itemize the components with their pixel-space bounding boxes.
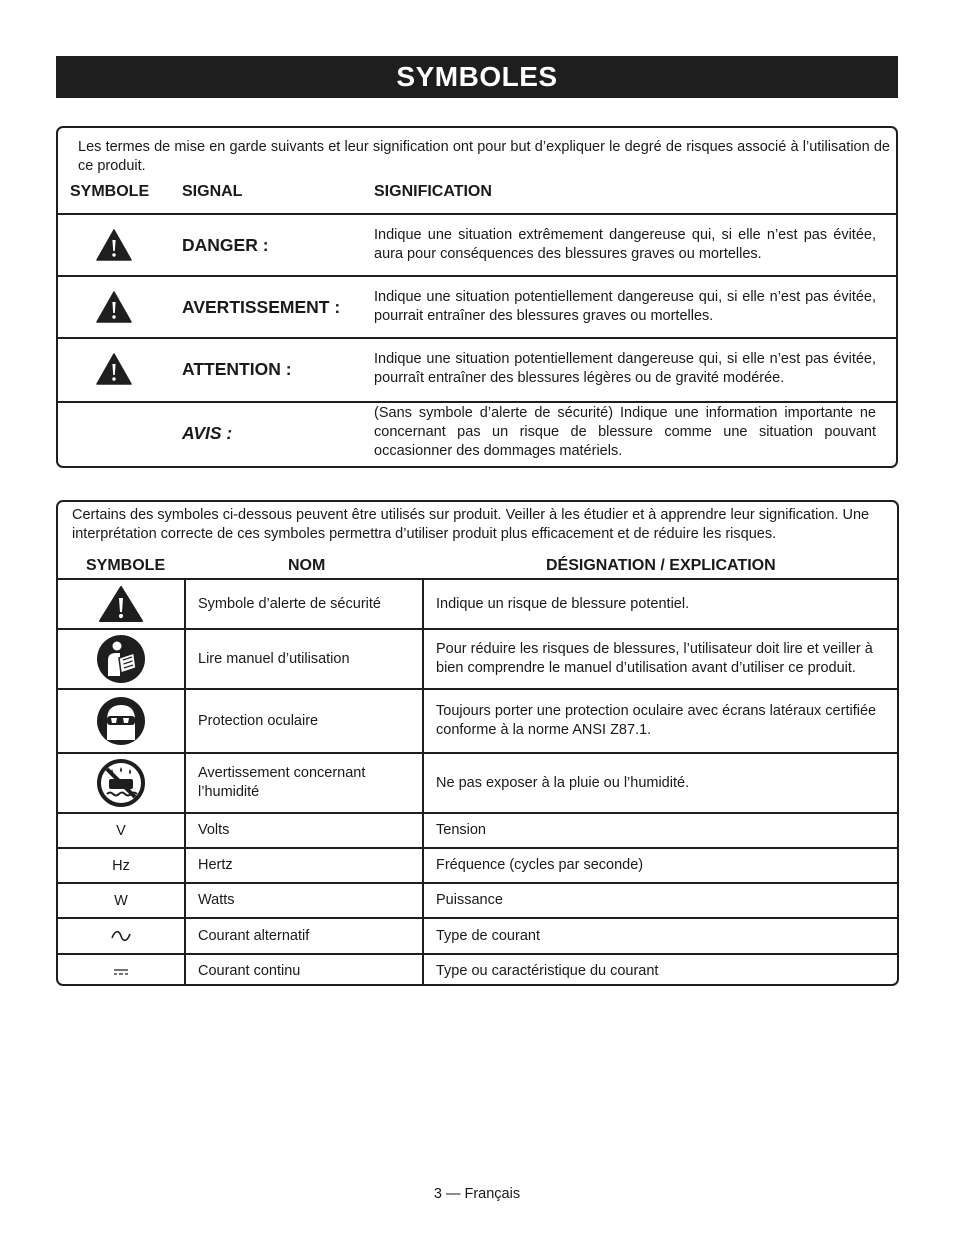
symbol-explanation: Indique un risque de blessure potentiel.	[436, 595, 690, 612]
page-title: SYMBOLES	[56, 56, 898, 98]
symbol-row	[58, 812, 897, 847]
signal-label: ATTENTION :	[182, 359, 292, 379]
symbol-row	[58, 688, 897, 752]
signal-desc: Indique une situation potentiellement dangereuse qui, si elle n’est pas évitée, pourraît entraîner des blessures légères ou de gravité modérée.	[374, 351, 876, 386]
signal-label: AVIS :	[182, 423, 233, 443]
symbol-name: Hertz	[198, 857, 233, 873]
read-manual-icon	[96, 634, 146, 684]
warning-triangle-icon	[96, 291, 132, 323]
symbol-name: Protection oculaire	[198, 712, 319, 729]
symbol-name: Watts	[198, 892, 235, 908]
symbol-name: Avertissement concernant l’humidité	[198, 765, 366, 800]
header-meaning: SIGNIFICATION	[374, 183, 492, 200]
symbol-explanation: Pour réduire les risques de blessures, l’utilisateur doit lire et veiller à bien comprendre le manuel d’utilisation avant d’utiliser ce produit.	[436, 641, 873, 676]
signal-label: DANGER :	[182, 235, 269, 255]
symbol-code: W	[114, 892, 128, 909]
symbol-name: Courant continu	[198, 963, 301, 979]
symbol-explanation: Puissance	[436, 892, 503, 908]
signal-row-notice	[58, 401, 896, 468]
symbol-explanation: Toujours porter une protection oculaire avec écrans latéraux certifiée conforme à la norme ANSI Z87.1.	[436, 703, 877, 738]
page-number: 3 — Français	[433, 1186, 521, 1202]
header-explanation: DÉSIGNATION / EXPLICATION	[546, 557, 776, 574]
symbol-row	[58, 578, 897, 628]
symbol-name: Volts	[198, 822, 230, 838]
alternating-current-icon	[110, 929, 132, 943]
symbol-row	[58, 917, 897, 953]
wet-conditions-icon	[97, 759, 145, 807]
symbol-row	[58, 847, 897, 882]
symbol-explanation: Type ou caractéristique du courant	[436, 963, 659, 979]
symbol-explanation: Tension	[436, 822, 486, 838]
warning-triangle-icon	[96, 353, 132, 385]
header-symbol: SYMBOLE	[86, 557, 166, 574]
symbol-name: Symbole d’alerte de sécurité	[198, 595, 381, 612]
signal-desc: Indique une situation extrêmement dangereuse qui, si elle n’est pas évitée, aura pour conséquences des blessures graves ou mortelles.	[374, 227, 876, 262]
symbol-code: V	[116, 822, 126, 839]
direct-current-icon	[113, 968, 129, 976]
signal-words-box	[56, 126, 898, 468]
signal-row-caution	[58, 337, 896, 401]
symbol-explanation: Fréquence (cycles par seconde)	[436, 857, 644, 873]
symbol-name: Lire manuel d’utilisation	[198, 650, 350, 667]
symbol-row	[58, 628, 897, 688]
signal-desc: Indique une situation potentiellement dangereuse qui, si elle n’est pas évitée, pourrait entraîner des blessures graves ou mortelles.	[374, 289, 876, 324]
header-symbol: SYMBOLE	[70, 183, 150, 200]
symbol-row	[58, 882, 897, 917]
header-name: NOM	[288, 557, 326, 574]
symbols-intro: Certains des symboles ci-dessous peuvent être utilisés sur produit. Veiller à les étudier et à apprendre leur signification. Une interprétation correcte de ces symboles permettra d’utiliser produit plus efficacement et de réduire les risques.	[72, 507, 870, 542]
symbol-row	[58, 752, 897, 812]
signal-desc: (Sans symbole d’alerte de sécurité) Indique une information importante ne concernant pas un risque de blessure comme une situation pouvant occasionner des dommages matériels.	[374, 405, 876, 459]
signal-row-danger	[58, 213, 896, 275]
signal-intro: Les termes de mise en garde suivants et leur signification ont pour but d’expliquer le degré de risques associé à l’utilisation de ce produit.	[78, 139, 890, 174]
signal-row-warning	[58, 275, 896, 337]
symbol-name: Courant alternatif	[198, 927, 310, 944]
symbol-explanation: Ne pas exposer à la pluie ou l’humidité.	[436, 774, 690, 791]
signal-label: AVERTISSEMENT :	[182, 297, 341, 317]
eye-protection-icon	[96, 696, 146, 746]
symbol-explanation: Type de courant	[436, 927, 540, 944]
symbol-row	[58, 953, 897, 986]
symbols-box	[56, 500, 899, 986]
safety-alert-icon	[98, 585, 144, 623]
warning-triangle-icon	[96, 229, 132, 261]
header-signal: SIGNAL	[182, 183, 243, 200]
symbol-code: Hz	[112, 857, 130, 874]
